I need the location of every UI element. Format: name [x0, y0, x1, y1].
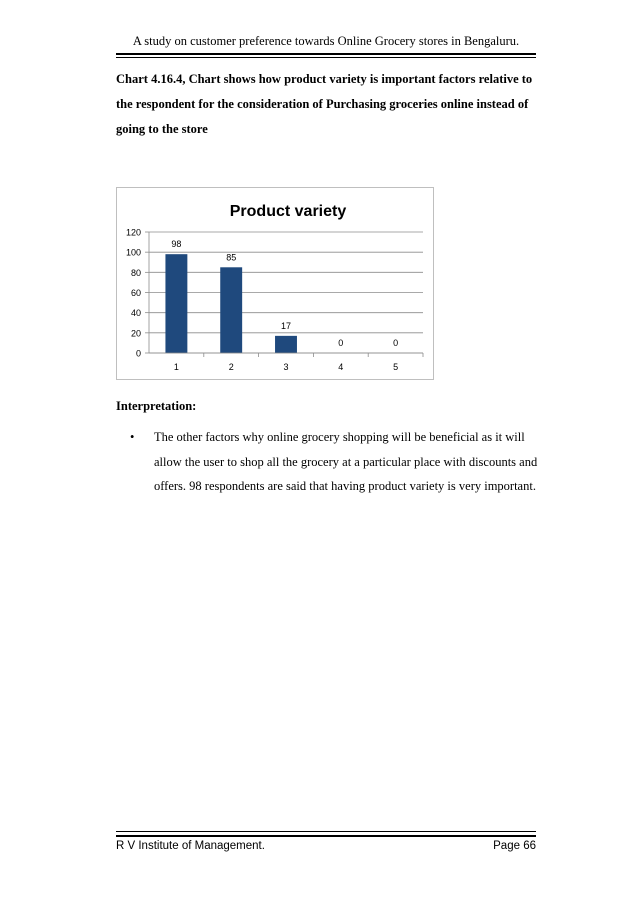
footer-institute: R V Institute of Management. [116, 840, 265, 852]
bullet-line: offers. 98 respondents are said that having product variety is very important. [154, 479, 536, 493]
bar [220, 267, 242, 353]
x-tick-label: 5 [393, 362, 399, 372]
data-label: 85 [226, 252, 237, 263]
chart-title: Product variety [229, 203, 347, 220]
y-tick-label: 0 [135, 348, 141, 359]
data-label: 98 [171, 239, 182, 250]
caption-line: going to the store [116, 122, 208, 136]
bullet-icon: • [130, 430, 135, 444]
chart-caption [116, 67, 548, 142]
bullet-text [154, 425, 554, 499]
caption-line: the respondent for the consideration of Purchasing groceries online instead of [116, 97, 529, 111]
y-tick-label: 40 [130, 308, 141, 319]
chart-svg [117, 188, 435, 381]
y-tick-label: 80 [130, 267, 141, 278]
y-tick-label: 20 [130, 328, 141, 339]
bar [275, 336, 297, 353]
x-tick-label: 3 [283, 362, 289, 372]
y-tick-label: 100 [125, 247, 141, 258]
data-label: 17 [280, 320, 292, 331]
interpretation-heading: Interpretation: [116, 399, 197, 413]
x-tick-label: 1 [173, 362, 179, 372]
data-label: 0 [393, 338, 399, 348]
x-tick-label: 4 [338, 362, 344, 372]
x-tick-label: 2 [228, 362, 234, 372]
y-tick-label: 60 [130, 288, 141, 298]
bar-chart [116, 187, 434, 380]
bullet-line: allow the user to shop all the grocery at a particular place with discounts and [154, 454, 538, 469]
caption-line: Chart 4.16.4, Chart shows how product variety is important factors relative to [116, 72, 533, 86]
header-rule-thin [116, 57, 536, 58]
footer-rule-thin [116, 831, 536, 832]
bullet-line: The other factors why online grocery shopping will be beneficial as it will [154, 430, 525, 444]
data-label: 0 [338, 338, 344, 348]
running-header: A study on customer preference towards Online Grocery stores in Bengaluru. [132, 34, 520, 48]
bar [165, 254, 187, 353]
header-rule-thick [116, 53, 536, 55]
footer-rule-thick [116, 835, 536, 837]
y-tick-label: 120 [125, 227, 141, 238]
footer-page-number: Page 66 [493, 840, 536, 852]
